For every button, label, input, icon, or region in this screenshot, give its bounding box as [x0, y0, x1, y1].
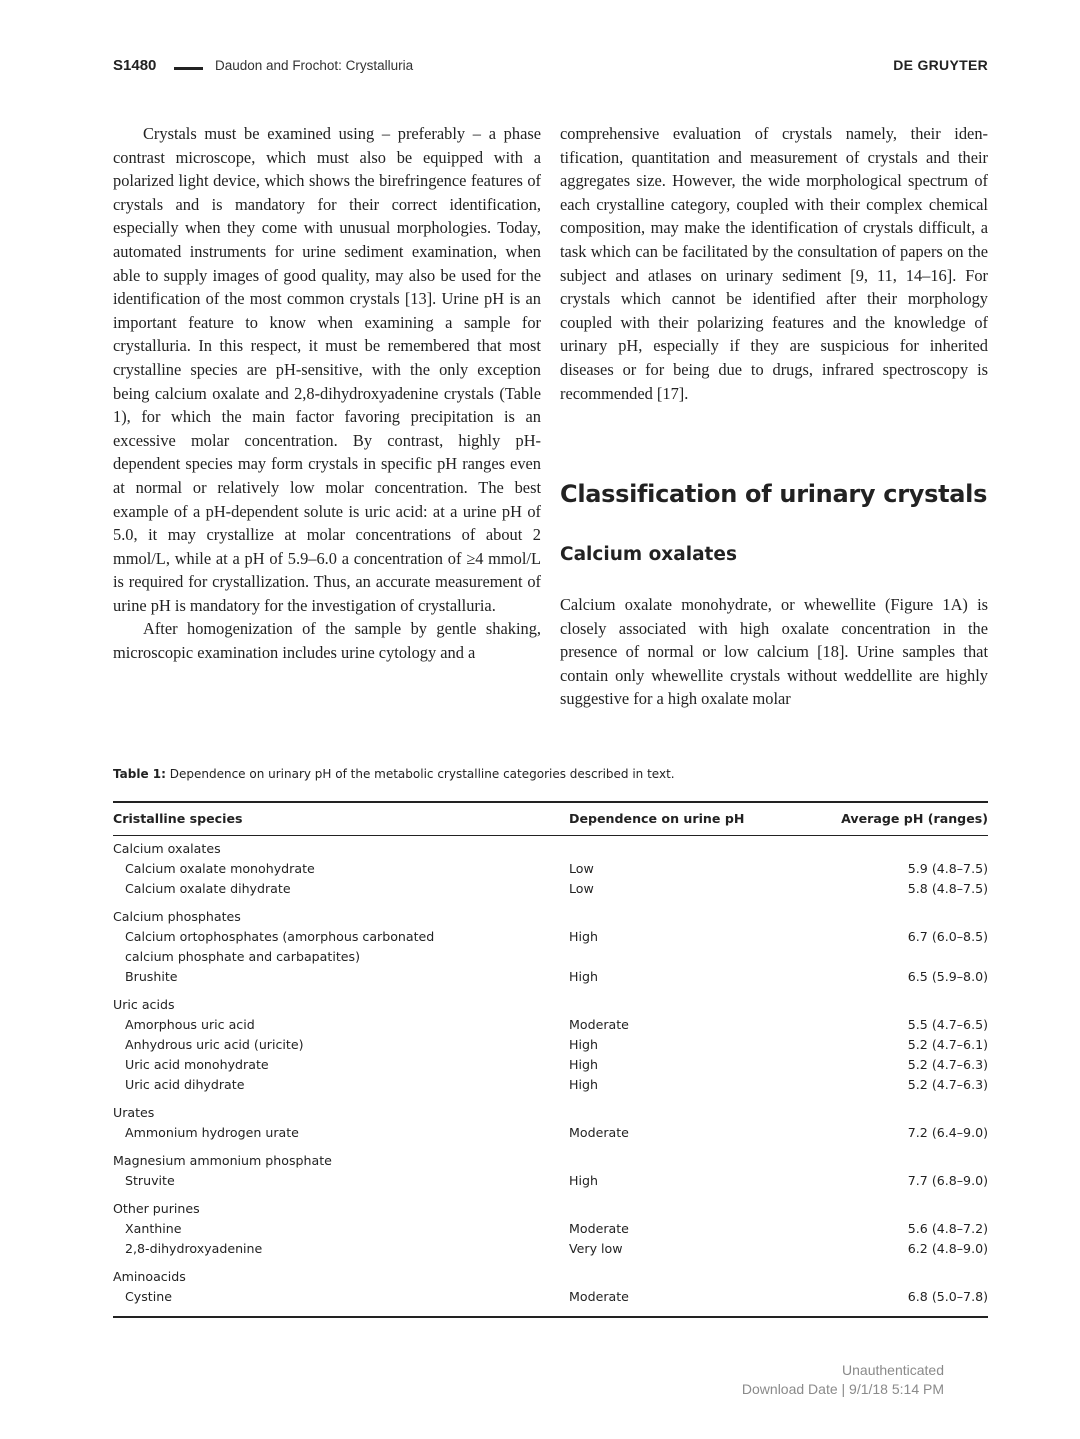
page-number: S1480 — [113, 57, 157, 74]
table-row — [113, 1219, 988, 1239]
table-group-row — [113, 1103, 988, 1123]
species-cell: Brushite — [125, 969, 178, 984]
group-name: Urates — [113, 1105, 155, 1120]
table-group — [113, 995, 988, 1095]
species-cell: Calcium oxalate monohydrate — [125, 861, 315, 876]
species-cell: Ammonium hydrogen urate — [125, 1125, 299, 1140]
table-group — [113, 1151, 988, 1191]
table-row — [113, 1015, 988, 1035]
table-row — [113, 879, 988, 899]
group-name: Other purines — [113, 1201, 200, 1216]
table-caption — [113, 767, 675, 781]
footer-line: Download Date | 9/1/18 5:14 PM — [741, 1381, 944, 1397]
table-group-row — [113, 1199, 988, 1219]
section-heading: Classification of urinary crystals — [560, 480, 988, 508]
body-paragraph: After homogenization of the sample by gentle shaking, microscopic examination includes urine cytology and a — [113, 619, 541, 663]
table-header-rule — [113, 835, 988, 836]
species-cell: Amorphous uric acid — [125, 1017, 255, 1032]
table-bottom-rule — [113, 1316, 988, 1318]
species-cell: Xanthine — [125, 1221, 182, 1236]
body-paragraph: Crystals must be examined using – preferably – a phase contrast microscope, which must also be equipped with a polarized light device, which shows the birefringence features of crystals and is mandatory for their correct identification, especially when they come with unusual morphologies. Today, automated instruments for urine sediment examination, when able to supply images of good quality, may also be used for the identification of the most common crystals [13]. Urine pH is an important feature to know when examining a sample for crystalluria. In this respect, it must be remembered that most crystalline species are pH-sensitive, with the only exception being calcium oxalate and 2,8-dihydroxyadenine crystals (Table 1), for which the main factor favoring precipitation is an excessive molar concentration. By contrast, highly pH-dependent species may form crystals in specific pH ranges even at normal or relatively low molar concentration. The best example of a pH-dependent solute is uric acid: at a urine pH of 5.0, it may crystallize at molar concentrations of about 2 mmol/L, while at a pH of 5.9–6.0 a concentration of ≥4 mmol/L is required for crystallization. Thus, an accurate measurement of urine pH is mandatory for the investigation of crystalluria. — [113, 124, 541, 615]
table-top-rule — [113, 801, 988, 803]
table-row — [113, 967, 988, 987]
dependence-cell: Very low — [569, 1241, 623, 1256]
ph-cell: 7.7 (6.8–9.0) — [907, 1173, 988, 1188]
table-group — [113, 1267, 988, 1307]
table-row — [113, 1055, 988, 1075]
table-group-row — [113, 907, 988, 927]
dependence-cell: High — [569, 969, 598, 984]
species-cell: Uric acid dihydrate — [125, 1077, 245, 1092]
table-row — [113, 1287, 988, 1307]
table-header-dependence: Dependence on urine pH — [569, 811, 745, 826]
table-row — [113, 1171, 988, 1191]
table-row — [113, 1035, 988, 1055]
ph-cell: 6.2 (4.8–9.0) — [907, 1241, 988, 1256]
table-caption-label: Table 1: — [113, 767, 166, 781]
species-cell: 2,8-dihydroxyadenine — [125, 1241, 263, 1256]
ph-cell: 6.8 (5.0–7.8) — [907, 1289, 988, 1304]
species-cell: Cystine — [125, 1289, 172, 1304]
ph-cell: 5.2 (4.7–6.3) — [907, 1057, 988, 1072]
publisher-name: DE GRUYTER — [893, 57, 988, 73]
ph-cell: 5.8 (4.8–7.5) — [907, 881, 988, 896]
dependence-cell: Moderate — [569, 1289, 629, 1304]
dependence-cell: Moderate — [569, 1017, 629, 1032]
table-group — [113, 1199, 988, 1259]
body-paragraph: Calcium oxalate monohydrate, or whewellite (Figure 1A) is closely associated with high oxalate concentration in the presence of normal or low calcium [18]. Urine samples that contain only whewellite crystals without weddellite are highly suggestive for a high oxalate molar — [560, 595, 988, 709]
table-group — [113, 839, 988, 899]
dependence-cell: Low — [569, 881, 594, 896]
table-group-row — [113, 1151, 988, 1171]
species-cell: Anhydrous uric acid (uricite) — [125, 1037, 304, 1052]
ph-cell: 5.6 (4.8–7.2) — [907, 1221, 988, 1236]
group-name: Uric acids — [113, 997, 175, 1012]
dependence-cell: Low — [569, 861, 594, 876]
left-column — [113, 122, 541, 665]
table-row — [113, 1075, 988, 1095]
table-header-ph: Average pH (ranges) — [841, 811, 988, 826]
species-cell: Struvite — [125, 1173, 175, 1188]
species-cell: Uric acid monohydrate — [125, 1057, 269, 1072]
ph-cell: 5.9 (4.8–7.5) — [907, 861, 988, 876]
table-group-row — [113, 995, 988, 1015]
table-caption-text: Dependence on urinary pH of the metabolic crystalline categories described in text. — [169, 767, 675, 781]
table-row — [113, 1239, 988, 1259]
ph-cell: 6.7 (6.0–8.5) — [907, 929, 988, 944]
body-paragraph: comprehensive evaluation of crystals namely, their identification, quantitation and measurement of crystals and their aggregates size. However, the wide morphological spectrum of each crystalline category, coupled with their complex chemical composition, may make the identification of crystals difficult, a task which can be facilitated by the consultation of papers on the subject and atlases on urinary sediment [9, 11, 14–16]. For crystals which cannot be identified after their morphology coupled with their polarizing features and the knowledge of urinary pH, especially if they are suspicious for inherited diseases or for being due to drugs, infrared spectroscopy is recommended [17]. — [560, 124, 988, 403]
table-row — [113, 927, 988, 967]
ph-cell: 5.2 (4.7–6.1) — [907, 1037, 988, 1052]
table-group-row — [113, 1267, 988, 1287]
right-column-lower — [560, 593, 988, 711]
ph-cell: 7.2 (6.4–9.0) — [907, 1125, 988, 1140]
table-body — [113, 839, 988, 1315]
footer-line: Unauthenticated — [842, 1362, 944, 1378]
group-name: Calcium phosphates — [113, 909, 241, 924]
table-group-row — [113, 839, 988, 859]
ph-cell: 5.2 (4.7–6.3) — [907, 1077, 988, 1092]
group-name: Magnesium ammonium phosphate — [113, 1153, 332, 1168]
dependence-cell: High — [569, 1077, 598, 1092]
dependence-cell: Moderate — [569, 1125, 629, 1140]
right-column — [560, 122, 988, 405]
group-name: Calcium oxalates — [113, 841, 221, 856]
subsection-heading: Calcium oxalates — [560, 544, 737, 565]
running-title: Daudon and Frochot: Crystalluria — [215, 58, 414, 73]
dependence-cell: High — [569, 1037, 598, 1052]
table-header-species: Cristalline species — [113, 811, 243, 826]
table-group — [113, 907, 988, 987]
page-header — [113, 57, 988, 79]
species-cell: Calcium ortophosphates (amorphous carbonated calcium phosphate and carbapatites) — [125, 929, 435, 964]
species-cell: Calcium oxalate dihydrate — [125, 881, 291, 896]
table-group — [113, 1103, 988, 1143]
group-name: Aminoacids — [113, 1269, 186, 1284]
dependence-cell: High — [569, 929, 598, 944]
ph-cell: 6.5 (5.9–8.0) — [907, 969, 988, 984]
dependence-cell: High — [569, 1057, 598, 1072]
download-footer — [742, 1361, 944, 1399]
dependence-cell: Moderate — [569, 1221, 629, 1236]
table-row — [113, 859, 988, 879]
header-dash — [174, 67, 203, 70]
table-row — [113, 1123, 988, 1143]
dependence-cell: High — [569, 1173, 598, 1188]
ph-cell: 5.5 (4.7–6.5) — [907, 1017, 988, 1032]
